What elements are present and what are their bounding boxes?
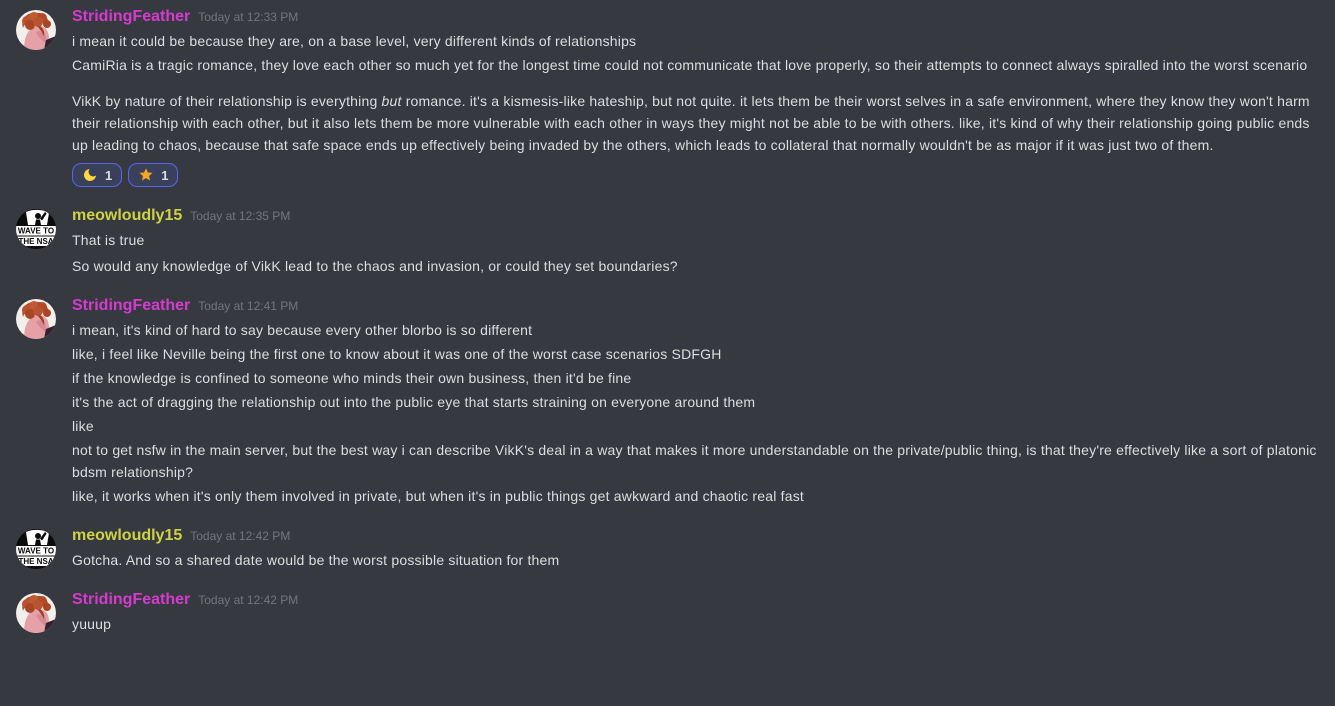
message-timestamp: Today at 12:42 PM	[190, 529, 291, 543]
wave-to-the-nsa-icon	[16, 209, 56, 249]
crescent-moon-emoji	[82, 167, 98, 183]
message-text: Gotcha. And so a shared date would be the worst possible situation for them	[72, 552, 560, 568]
message-text-italic-segment: but	[381, 93, 402, 109]
message-header	[72, 8, 1319, 30]
username-stridingfeather[interactable]: StridingFeather	[72, 8, 191, 25]
username-meowloudly15[interactable]: meowloudly15	[72, 207, 183, 224]
message-text: if the knowledge is confined to someone who minds their own business, then it'd be fine	[72, 370, 632, 386]
star-emoji	[138, 167, 154, 183]
message-text: So would any knowledge of VikK lead to the chaos and invasion, or could they set boundaries?	[72, 258, 678, 274]
message-header	[72, 297, 1319, 319]
message-text: i mean, it's kind of hard to say because every other blorbo is so different	[72, 322, 533, 338]
avatar-text-line: WAVE TO	[17, 226, 55, 236]
avatar-meowloudly15[interactable]	[16, 529, 56, 569]
message-timestamp: Today at 12:42 PM	[198, 593, 299, 607]
message-group	[16, 297, 1319, 507]
avatar-text-line: THE NSA	[18, 237, 54, 247]
avatar-text-line: WAVE TO	[17, 546, 55, 556]
message-group	[16, 591, 1319, 635]
message-header	[72, 527, 1319, 549]
avatar-stridingfeather[interactable]	[16, 593, 56, 633]
message-text: CamiRia is a tragic romance, they love each other so much yet for the longest time could not communicate that love properly, so their attempts to connect always spiralled into the worst scenario	[72, 57, 1308, 73]
reaction-star[interactable]	[128, 163, 178, 187]
message-text: it's the act of dragging the relationship out into the public eye that starts straining on everyone around them	[72, 394, 756, 410]
message-text-segment: VikK by nature of their relationship is everything	[72, 93, 382, 109]
message-text: like, i feel like Neville being the first one to know about it was one of the worst case scenarios SDFGH	[72, 346, 722, 362]
message-timestamp: Today at 12:33 PM	[198, 10, 299, 24]
message-header	[72, 207, 1319, 229]
message-text: like	[72, 418, 94, 434]
message-group	[16, 8, 1319, 187]
orange-haired-character-icon	[16, 10, 56, 50]
avatar-text-line: THE NSA	[18, 557, 54, 567]
message-text: yuuup	[72, 616, 112, 632]
message-group	[16, 527, 1319, 571]
reactions-row	[72, 163, 1319, 187]
message-header	[72, 591, 1319, 613]
message-text: not to get nsfw in the main server, but the best way i can describe VikK's deal in a way that makes it more understandable on the private/public thing, is that they're effectively like a sort of platonic bdsm relationship?	[72, 442, 1317, 480]
reaction-count: 1	[105, 167, 113, 183]
message-text: That is true	[72, 232, 145, 248]
reaction-count: 1	[161, 167, 169, 183]
message-text	[72, 90, 1319, 156]
avatar-stridingfeather[interactable]	[16, 10, 56, 50]
message-timestamp: Today at 12:35 PM	[190, 209, 291, 223]
orange-haired-character-icon	[16, 593, 56, 633]
username-stridingfeather[interactable]: StridingFeather	[72, 591, 191, 608]
reaction-crescent-moon[interactable]	[72, 163, 122, 187]
message-group	[16, 207, 1319, 277]
username-stridingfeather[interactable]: StridingFeather	[72, 297, 191, 314]
message-text: like, it works when it's only them involved in private, but when it's in public things get awkward and chaotic real fast	[72, 488, 805, 504]
message-timestamp: Today at 12:41 PM	[198, 299, 299, 313]
orange-haired-character-icon	[16, 299, 56, 339]
username-meowloudly15[interactable]: meowloudly15	[72, 527, 183, 544]
wave-to-the-nsa-icon	[16, 529, 56, 569]
message-text-segment: romance. it's a kismesis-like hateship, but not quite. it lets them be their worst selves in a safe environment, where they know they won't harm their relationship with each other, but it also lets them be more vulnerable with each other in ways they might not be able to be with others. like, it's kind of why their relationship going public ends up leading to chaos, because that safe space ends up effectively being invaded by the others, which leads to collateral that normally wouldn't be as major if it was just two of them.	[72, 93, 1310, 153]
message-text: i mean it could be because they are, on a base level, very different kinds of relationships	[72, 33, 637, 49]
avatar-meowloudly15[interactable]	[16, 209, 56, 249]
avatar-stridingfeather[interactable]	[16, 299, 56, 339]
